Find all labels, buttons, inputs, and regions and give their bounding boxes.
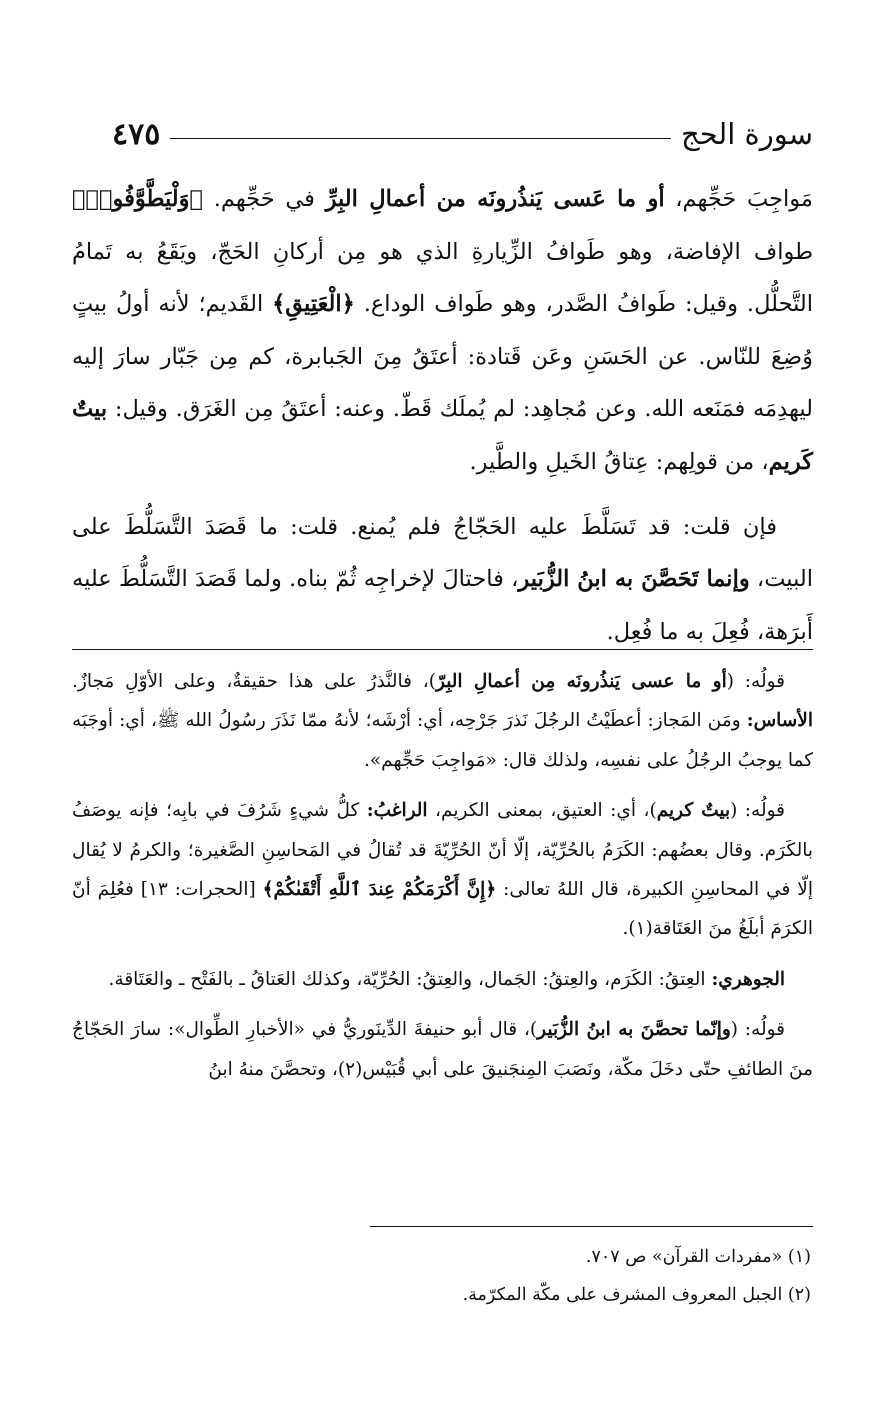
bold-phrase: وإنما تَحَصَّنَ به ابنُ الزُّبَير (518, 566, 750, 593)
text-run: كلُّ شيءٍ شَرُفَ في بابِه؛ فإنه يوصَفُ بالكَرَم. وقال بعضُهم: الكَرَمُ بالحُرِّيّة، إلّا أنّ الحُرِّيّةَ قد تُقالُ في المَحاسِنِ الصَّغيرة؛ والكرمُ لا يُقال إلّا في المحاسِنِ الكبيرة، قال اللهُ تعالى: (72, 800, 813, 901)
bold-phrase: بيتٌ كريم (656, 800, 731, 822)
footnote-1: (١) «مفردات القرآن» ص ٧٠٧. (585, 1247, 811, 1267)
text-run: في حَجِّهم. (202, 186, 326, 212)
text-run: قولُه: ( (730, 1019, 785, 1041)
text-run: ، فاحتالَ لإخراجِه ثُمّ بناه. ولما قَصَدَ التَّسَلُّطَ عليه أَبرَهة، فُعِلَ به ما فُعِل. (72, 566, 813, 645)
bold-phrase: أو ما عَسى يَنذُرونَه من أعمالِ البِرِّ (325, 186, 665, 212)
commentary-paragraph-3 (72, 960, 813, 999)
source-name: الجوهري: (711, 968, 785, 990)
page-header (112, 112, 813, 156)
header-rule (170, 138, 671, 139)
text-run: مَواجِبَ حَجِّهم، (664, 186, 813, 212)
surah-title: سورة الحج (680, 117, 813, 151)
source-name: الراغبُ: (366, 800, 428, 822)
quran-quote: ﴿إِنَّ أَكْرَمَكُمْ عِندَ ٱللَّهِ أَتْقَىٰكُمْ﴾ (262, 879, 497, 901)
bold-phrase: بيتٌ كَريم (72, 396, 813, 475)
footnotes (72, 1238, 813, 1314)
commentary (72, 662, 813, 1089)
bold-phrase: أو ما عسى يَنذُرونَه مِن أعمالِ البِرّ (435, 671, 727, 692)
commentary-paragraph-2 (72, 791, 813, 949)
main-paragraph-2 (72, 501, 813, 659)
text-run: قولُه: ( (730, 800, 785, 822)
quran-quote: ﴿وَلْيَطَّوَّفُوا۟﴾ (72, 186, 203, 212)
page-number: ٤٧٥ (112, 116, 161, 152)
text-run: ، من قولِهم: عِتاقُ الخَيلِ والطَّير. (469, 448, 769, 475)
text-run: )، قال أبو حنيفةَ الدِّينَوريُّ في «الأخبارِ الطِّوال»: سارَ الحَجّاجُ منَ الطائفِ حتّى دخَلَ مكّة، ونَصَبَ المِنجَنيقَ على أبي قُبَيْس(٢)، وتحصَّنَ منهُ ابنُ (72, 1019, 813, 1080)
main-paragraph-1 (72, 173, 813, 489)
main-text (72, 173, 813, 658)
source-name: الأساس: (746, 710, 813, 732)
text-run: ومَن المَجاز: أعطَيْتُ الرجُلَ نَذرَ جَرْحِه، أي: أرْشَه؛ لأنهُ ممّا نَذَرَ رسُولُ الله ﷺ، أي: أوجَبَه كما يوجبُ الرجُلُ على نفسِه، ولذلك قال: «مَواجِبَ حَجِّهم». (72, 710, 813, 771)
footnote-2: (٢) الجبل المعروف المشرف على مكّة المكرّمة. (462, 1285, 811, 1305)
quran-quote: ﴿الْعَتِيقِ﴾ (272, 291, 355, 318)
commentary-separator (72, 649, 813, 650)
text-run: طواف الإفاضة، وهو طَوافُ الزِّيارةِ الذي هو مِن أركانِ الحَجّ، ويَقَعُ به تَمامُ التَّحلُّل. وقيل: طَوافُ الصَّدر، وهو طَواف الوداع. (72, 238, 813, 318)
text-run: [الحجرات: ١٣] فعُلِمَ أنّ الكرَمَ أبلَغُ منَ العَتَاقة(١). (72, 879, 813, 940)
text-run: )، أي: العتيق، بمعنى الكريم، (427, 800, 657, 822)
text-run: فإن قلت: قد تَسَلَّطَ عليه الحَجّاجُ فلم يُمنع. قلت: ما قَصَدَ التَّسَلُّطَ على البيت، (72, 513, 813, 593)
footnote-separator (370, 1226, 813, 1227)
text-run: قولُه: ( (726, 671, 785, 692)
bold-phrase: وإنّما تحصَّنَ به ابنُ الزُّبَير (537, 1019, 731, 1041)
text-run: )، فالنَّذرُ على هذا حقيقةٌ، وعلى الأوّلِ مَجازٌ. (72, 671, 436, 692)
commentary-paragraph-4 (72, 1010, 813, 1089)
commentary-paragraph-1 (72, 662, 813, 780)
text-run: العِتقُ: الكَرَم، والعِتقُ: الجَمال، والعِتقُ: الحُرِّيّة، وكذلك العَتاقُ ـ بالفَتْح ـ والعَتَاقة. (108, 968, 712, 990)
text-run: القَديم؛ لأنه أولُ بيتٍ وُضِعَ للنّاس. عن الحَسَنِ وعَن قَتادة: أعتَقُ مِنَ الجَبابرة، كم مِن جَبّار سارَ إليه ليهدِمَه فمَنَعه الله. وعن مُجاهِد: لم يُملَك قَطّ. وعنه: أعتَقُ مِن الغَرَق. وقيل: (72, 291, 813, 423)
